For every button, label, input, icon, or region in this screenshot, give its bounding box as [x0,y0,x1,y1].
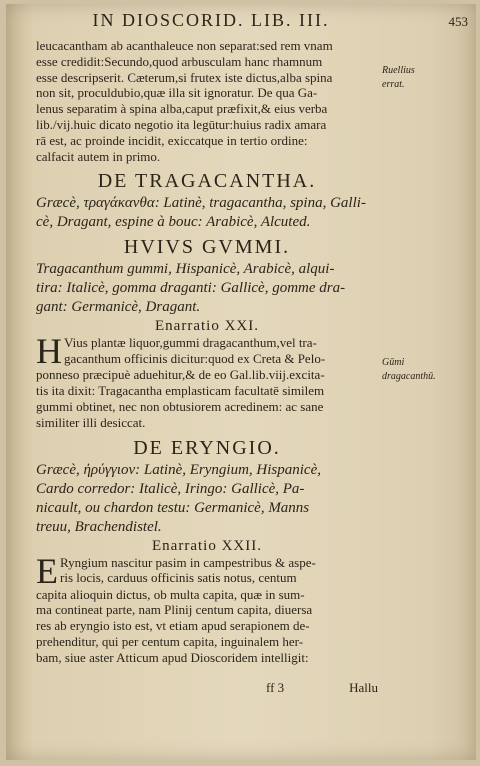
names-line: Græcè, τραγάκανθα: Latinè, tragacantha, spina, Galli- [36,195,366,212]
text-line: ris locis, carduus officinis satis notus, centum [60,570,297,586]
initial-capital: H [36,331,62,372]
names-line: tira: Italicè, gomma draganti: Gallicè, gomme dra- [36,280,346,297]
margin-note-gummi: Gūmi dragacanthū. [382,357,436,382]
names-line: Cardo corredor: Italicè, Iringo: Gallicè, Pa- [36,480,305,497]
text-line: lenus separatim à spina alba,caput præfixit,& eius verba [36,101,328,117]
names-line: cè, Dragant, espine à bouc: Arabicè, Alcuted. [36,214,311,231]
text-line: lib./vij.huic dicato negotio ita legūtur:huius radix amara [36,116,327,132]
book-page [6,4,476,760]
text-line: esse credidit:Secundo,quod arbusculam hanc rhamnum [36,53,323,69]
names-line: treuu, Brachendistel. [36,518,162,535]
section-title-gum: HVIVS GVMMI. [123,236,291,259]
text-line: ma contineat parte, nam Plinij centum capita, diuersa [36,602,313,618]
text-line: rā est, ac proinde incidit, exiccatque in tertio ordine: [36,132,308,148]
section-title-tragacantha: DE TRAGACANTHA. [97,170,317,193]
intro-paragraph [36,38,378,164]
text-line: esse descripserit. Cæterum,si frutex iste dictus,alba spina [36,69,333,85]
text-line: similiter illi desiccat. [36,414,146,430]
enarratio-heading: Enarratio XXII. [152,537,262,554]
text-line: gummi obtinet, nec non obtusiorem acredinem: ac sane [36,398,324,414]
enarratio-heading: Enarratio XXI. [155,318,259,335]
text-line: calfacit autem in primo. [36,148,161,164]
text-line: Vius plantæ liquor,gummi dragacanthum,vel tra- [64,335,317,351]
text-column [36,38,378,666]
names-line: Tragacanthum gummi, Hispanicè, Arabicè, alqui- [36,261,335,278]
text-line: ponneso præcipuè aduehitur,& de eo Gal.lib.viij.excita- [36,367,325,383]
text-line: prehenditur, qui per centum capita, inguinalem her- [36,633,304,649]
section-title-eryngio: DE ERYNGIO. [133,436,281,459]
initial-capital: E [36,550,58,591]
text-line: bam, siue aster Atticum apud Dioscoridem intelligit: [36,649,309,665]
running-header: IN DIOSCORID. LIB. III. [92,10,330,30]
text-line: gacanthum officinis dicitur:quod ex Creta & Pelo- [64,351,326,367]
page-number: 453 [448,14,468,29]
names-line: nicault, ou chardon testu: Germanicè, Manns [36,499,310,516]
signature-mark: ff 3 [266,680,285,695]
text-line: res ab eryngio isto est, vt etiam apud serapionem de- [36,618,310,634]
text-line: leucacantham ab acanthaleuce non separat:sed rem vnam [36,38,333,53]
text-line: capita alioquin dictus, ob multa capita, quæ in sum- [36,586,305,602]
names-line: gant: Germanicè, Dragant. [36,299,201,316]
margin-note-ruellius: Ruellius errat. [382,65,415,90]
text-line: Ryngium nascitur pasim in campestribus & aspe- [60,554,316,570]
commentary-paragraph [36,550,378,666]
commentary-paragraph [36,331,378,430]
names-line: Græcè, ἠρύγγιον: Latinè, Eryngium, Hispanicè, [36,461,321,478]
catchword: Hallu [349,680,378,695]
text-line: tis ita dixit: Tragacantha emplasticam facultatē similem [36,383,325,399]
text-line: non sit, proculdubio,quæ illa sit ignoratur. De qua Ga- [36,85,318,101]
